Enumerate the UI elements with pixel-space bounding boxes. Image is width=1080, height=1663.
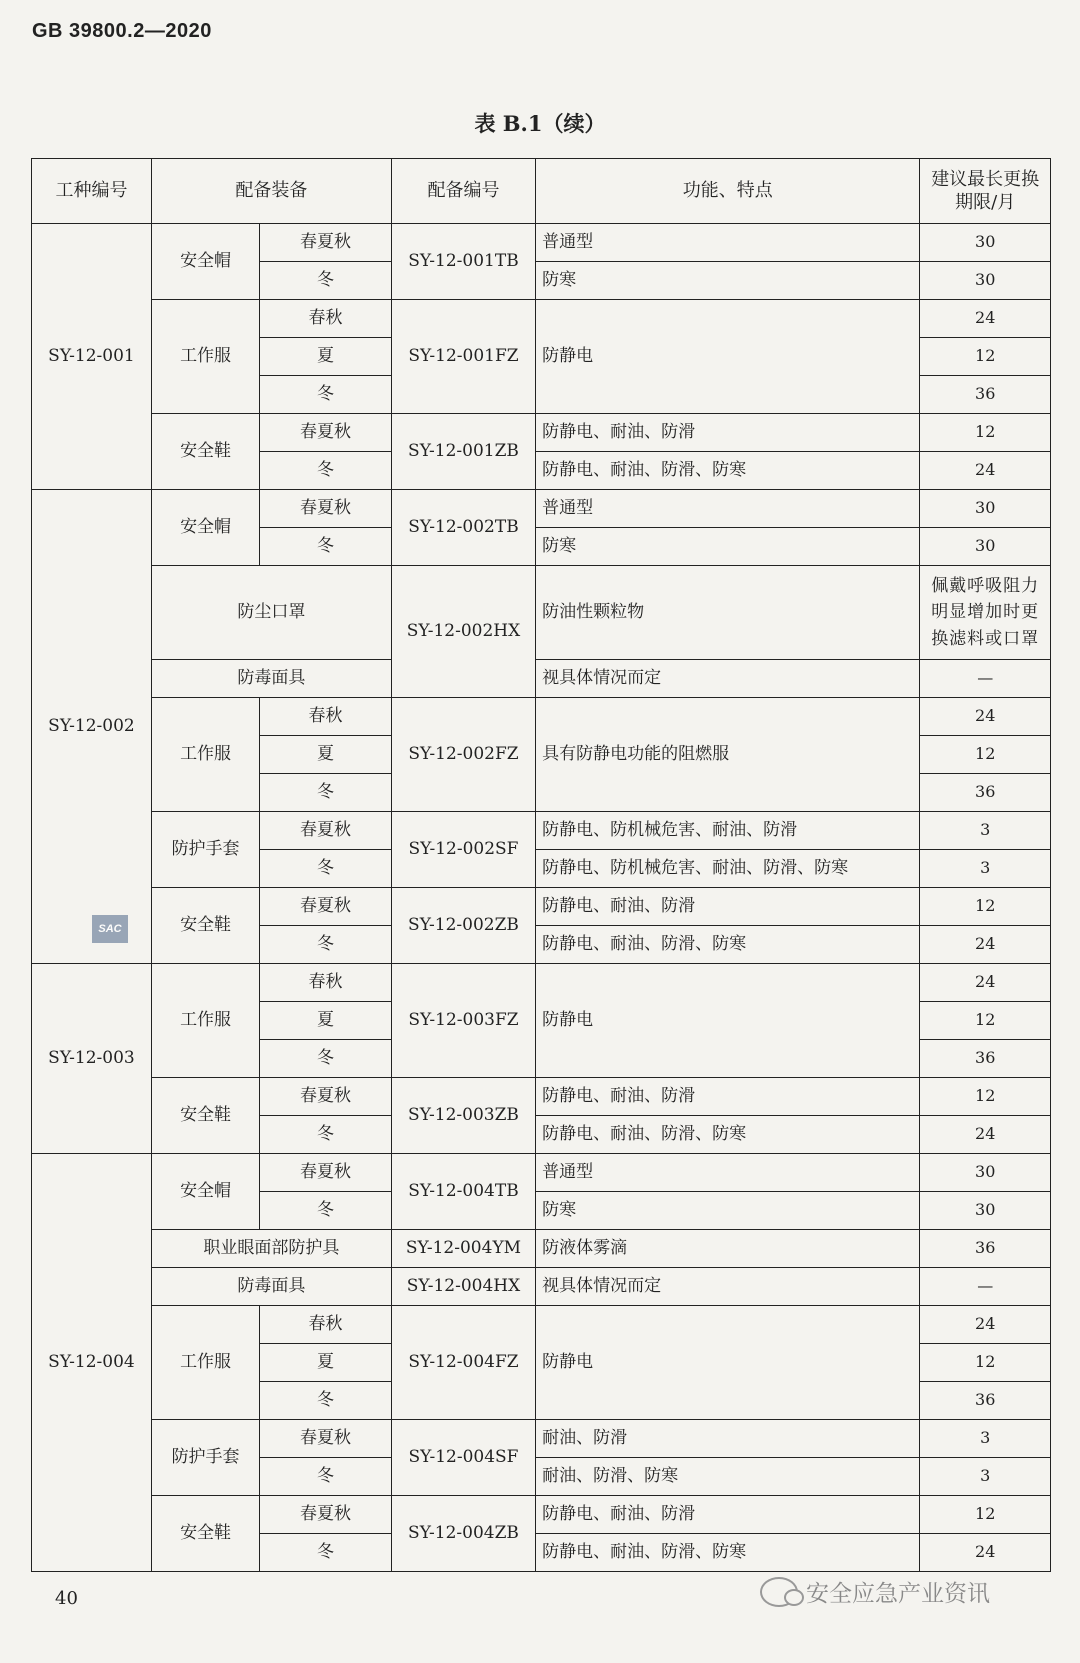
function-cell: 防静电、防机械危害、耐油、防滑、防寒 <box>536 850 920 888</box>
lifetime-cell: 24 <box>920 926 1051 964</box>
equipment-number-cell: SY-12-001ZB <box>391 414 535 490</box>
lifetime-cell: 12 <box>920 338 1051 376</box>
job-code-cell: SY-12-001 <box>32 224 152 490</box>
lifetime-cell: 12 <box>920 414 1051 452</box>
season-cell: 冬 <box>260 926 392 964</box>
function-cell: 防静电、耐油、防滑 <box>536 1078 920 1116</box>
season-cell: 冬 <box>260 850 392 888</box>
equipment-cell: 工作服 <box>151 1306 259 1420</box>
lifetime-cell: 36 <box>920 376 1051 414</box>
function-cell: 防静电 <box>536 964 920 1078</box>
season-cell: 春夏秋 <box>260 1496 392 1534</box>
function-cell: 普通型 <box>536 490 920 528</box>
function-cell: 耐油、防滑 <box>536 1420 920 1458</box>
lifetime-cell: 3 <box>920 1458 1051 1496</box>
season-cell: 春夏秋 <box>260 1154 392 1192</box>
equipment-number-cell: SY-12-002ZB <box>391 888 535 964</box>
lifetime-cell: 30 <box>920 1192 1051 1230</box>
watermark-text: 安全应急产业资讯 <box>806 1581 990 1607</box>
season-cell: 春夏秋 <box>260 224 392 262</box>
season-cell: 春秋 <box>260 964 392 1002</box>
equipment-number-cell: SY-12-003FZ <box>391 964 535 1078</box>
equipment-number-cell: SY-12-003ZB <box>391 1078 535 1154</box>
table-row <box>32 698 1051 736</box>
season-cell: 冬 <box>260 1192 392 1230</box>
table-row <box>32 812 1051 850</box>
season-cell: 冬 <box>260 1116 392 1154</box>
table-row <box>32 300 1051 338</box>
col-header-code: 工种编号 <box>32 159 152 224</box>
season-cell: 冬 <box>260 1458 392 1496</box>
lifetime-cell: 30 <box>920 528 1051 566</box>
equipment-table <box>31 158 1051 1572</box>
season-cell: 夏 <box>260 338 392 376</box>
season-cell: 冬 <box>260 1382 392 1420</box>
lifetime-cell: 36 <box>920 1040 1051 1078</box>
season-cell: 冬 <box>260 528 392 566</box>
table-row <box>32 1078 1051 1116</box>
page-number: 40 <box>55 1588 78 1609</box>
table-row <box>32 1420 1051 1458</box>
season-cell: 春夏秋 <box>260 888 392 926</box>
equipment-cell: 防毒面具 <box>151 660 391 698</box>
equipment-cell: 安全帽 <box>151 1154 259 1230</box>
lifetime-cell: 24 <box>920 300 1051 338</box>
equipment-number-cell: SY-12-004ZB <box>391 1496 535 1572</box>
lifetime-cell: 36 <box>920 1382 1051 1420</box>
season-cell: 冬 <box>260 262 392 300</box>
job-code-cell: SY-12-002 <box>32 490 152 964</box>
col-header-number: 配备编号 <box>391 159 535 224</box>
lifetime-cell: 36 <box>920 774 1051 812</box>
table-row <box>32 1268 1051 1306</box>
function-cell: 防静电、耐油、防滑、防寒 <box>536 1116 920 1154</box>
equipment-cell: 防毒面具 <box>151 1268 391 1306</box>
lifetime-cell: 30 <box>920 224 1051 262</box>
function-cell: 防静电、耐油、防滑 <box>536 414 920 452</box>
table-title: 表 B.1（续） <box>474 111 606 136</box>
lifetime-cell: 24 <box>920 964 1051 1002</box>
table-row <box>32 964 1051 1002</box>
season-cell: 夏 <box>260 736 392 774</box>
season-cell: 春夏秋 <box>260 812 392 850</box>
season-cell: 夏 <box>260 1002 392 1040</box>
table-row <box>32 414 1051 452</box>
job-code-cell: SY-12-004 <box>32 1154 152 1572</box>
equipment-cell: 职业眼面部防护具 <box>151 1230 391 1268</box>
function-cell: 防静电、耐油、防滑、防寒 <box>536 452 920 490</box>
lifetime-note-cell: 佩戴呼吸阻力明显增加时更换滤料或口罩 <box>920 566 1051 660</box>
standard-number: GB 39800.2—2020 <box>32 20 212 42</box>
function-cell: 防静电、耐油、防滑、防寒 <box>536 926 920 964</box>
table-header-row <box>32 159 1051 224</box>
equipment-number-cell: SY-12-004SF <box>391 1420 535 1496</box>
col-header-equipment: 配备装备 <box>151 159 391 224</box>
season-cell: 夏 <box>260 1344 392 1382</box>
equipment-cell: 安全帽 <box>151 490 259 566</box>
table-row <box>32 566 1051 660</box>
equipment-number-cell: SY-12-002FZ <box>391 698 535 812</box>
function-cell: 防静电 <box>536 1306 920 1420</box>
equipment-number-cell: SY-12-004TB <box>391 1154 535 1230</box>
lifetime-cell: 3 <box>920 850 1051 888</box>
lifetime-cell: 24 <box>920 698 1051 736</box>
lifetime-cell: 12 <box>920 888 1051 926</box>
sac-stamp-logo: SAC <box>92 915 128 943</box>
equipment-cell: 工作服 <box>151 964 259 1078</box>
equipment-number-cell: SY-12-004YM <box>391 1230 535 1268</box>
equipment-cell: 安全鞋 <box>151 888 259 964</box>
function-cell: 防寒 <box>536 1192 920 1230</box>
function-cell: 防静电 <box>536 300 920 414</box>
lifetime-cell: — <box>920 660 1051 698</box>
lifetime-cell: 24 <box>920 1534 1051 1572</box>
function-cell: 具有防静电功能的阻燃服 <box>536 698 920 812</box>
table-row <box>32 1154 1051 1192</box>
table-row <box>32 660 1051 698</box>
table-row <box>32 1496 1051 1534</box>
wechat-watermark <box>760 1575 990 1608</box>
lifetime-cell: 12 <box>920 1078 1051 1116</box>
equipment-cell: 安全帽 <box>151 224 259 300</box>
lifetime-cell: 30 <box>920 490 1051 528</box>
lifetime-cell: 30 <box>920 262 1051 300</box>
season-cell: 冬 <box>260 452 392 490</box>
season-cell: 冬 <box>260 376 392 414</box>
equipment-number-cell: SY-12-004HX <box>391 1268 535 1306</box>
function-cell: 视具体情况而定 <box>536 660 920 698</box>
lifetime-cell: 36 <box>920 1230 1051 1268</box>
job-code-cell: SY-12-003 <box>32 964 152 1154</box>
season-cell: 春秋 <box>260 698 392 736</box>
function-cell: 视具体情况而定 <box>536 1268 920 1306</box>
function-cell: 防寒 <box>536 262 920 300</box>
lifetime-cell: 12 <box>920 1344 1051 1382</box>
season-cell: 冬 <box>260 774 392 812</box>
function-cell: 普通型 <box>536 1154 920 1192</box>
table-row <box>32 1306 1051 1344</box>
function-cell: 防静电、耐油、防滑 <box>536 1496 920 1534</box>
lifetime-cell: 12 <box>920 1496 1051 1534</box>
equipment-cell: 安全鞋 <box>151 1496 259 1572</box>
wechat-icon <box>760 1577 798 1607</box>
table-row <box>32 490 1051 528</box>
function-cell: 普通型 <box>536 224 920 262</box>
lifetime-cell: 3 <box>920 812 1051 850</box>
season-cell: 冬 <box>260 1534 392 1572</box>
lifetime-cell: 24 <box>920 1116 1051 1154</box>
equipment-number-cell: SY-12-002HX <box>391 566 535 698</box>
lifetime-cell: 3 <box>920 1420 1051 1458</box>
lifetime-cell: 12 <box>920 1002 1051 1040</box>
season-cell: 春夏秋 <box>260 490 392 528</box>
col-header-lifetime: 建议最长更换期限/月 <box>920 159 1051 224</box>
season-cell: 春夏秋 <box>260 1078 392 1116</box>
equipment-number-cell: SY-12-004FZ <box>391 1306 535 1420</box>
function-cell: 防油性颗粒物 <box>536 566 920 660</box>
equipment-number-cell: SY-12-001FZ <box>391 300 535 414</box>
equipment-cell: 安全鞋 <box>151 1078 259 1154</box>
season-cell: 春秋 <box>260 1306 392 1344</box>
table-row <box>32 224 1051 262</box>
season-cell: 春秋 <box>260 300 392 338</box>
function-cell: 耐油、防滑、防寒 <box>536 1458 920 1496</box>
function-cell: 防寒 <box>536 528 920 566</box>
function-cell: 防静电、耐油、防滑、防寒 <box>536 1534 920 1572</box>
season-cell: 冬 <box>260 1040 392 1078</box>
equipment-cell: 安全鞋 <box>151 414 259 490</box>
equipment-number-cell: SY-12-001TB <box>391 224 535 300</box>
season-cell: 春夏秋 <box>260 414 392 452</box>
equipment-cell: 防护手套 <box>151 1420 259 1496</box>
lifetime-cell: 12 <box>920 736 1051 774</box>
table-row <box>32 1230 1051 1268</box>
function-cell: 防液体雾滴 <box>536 1230 920 1268</box>
season-cell: 春夏秋 <box>260 1420 392 1458</box>
function-cell: 防静电、防机械危害、耐油、防滑 <box>536 812 920 850</box>
equipment-number-cell: SY-12-002SF <box>391 812 535 888</box>
lifetime-cell: 24 <box>920 1306 1051 1344</box>
lifetime-cell: — <box>920 1268 1051 1306</box>
equipment-cell: 防护手套 <box>151 812 259 888</box>
equipment-number-cell: SY-12-002TB <box>391 490 535 566</box>
lifetime-cell: 24 <box>920 452 1051 490</box>
equipment-cell: 防尘口罩 <box>151 566 391 660</box>
lifetime-cell: 30 <box>920 1154 1051 1192</box>
equipment-cell: 工作服 <box>151 698 259 812</box>
equipment-cell: 工作服 <box>151 300 259 414</box>
table-row <box>32 888 1051 926</box>
col-header-function: 功能、特点 <box>536 159 920 224</box>
function-cell: 防静电、耐油、防滑 <box>536 888 920 926</box>
